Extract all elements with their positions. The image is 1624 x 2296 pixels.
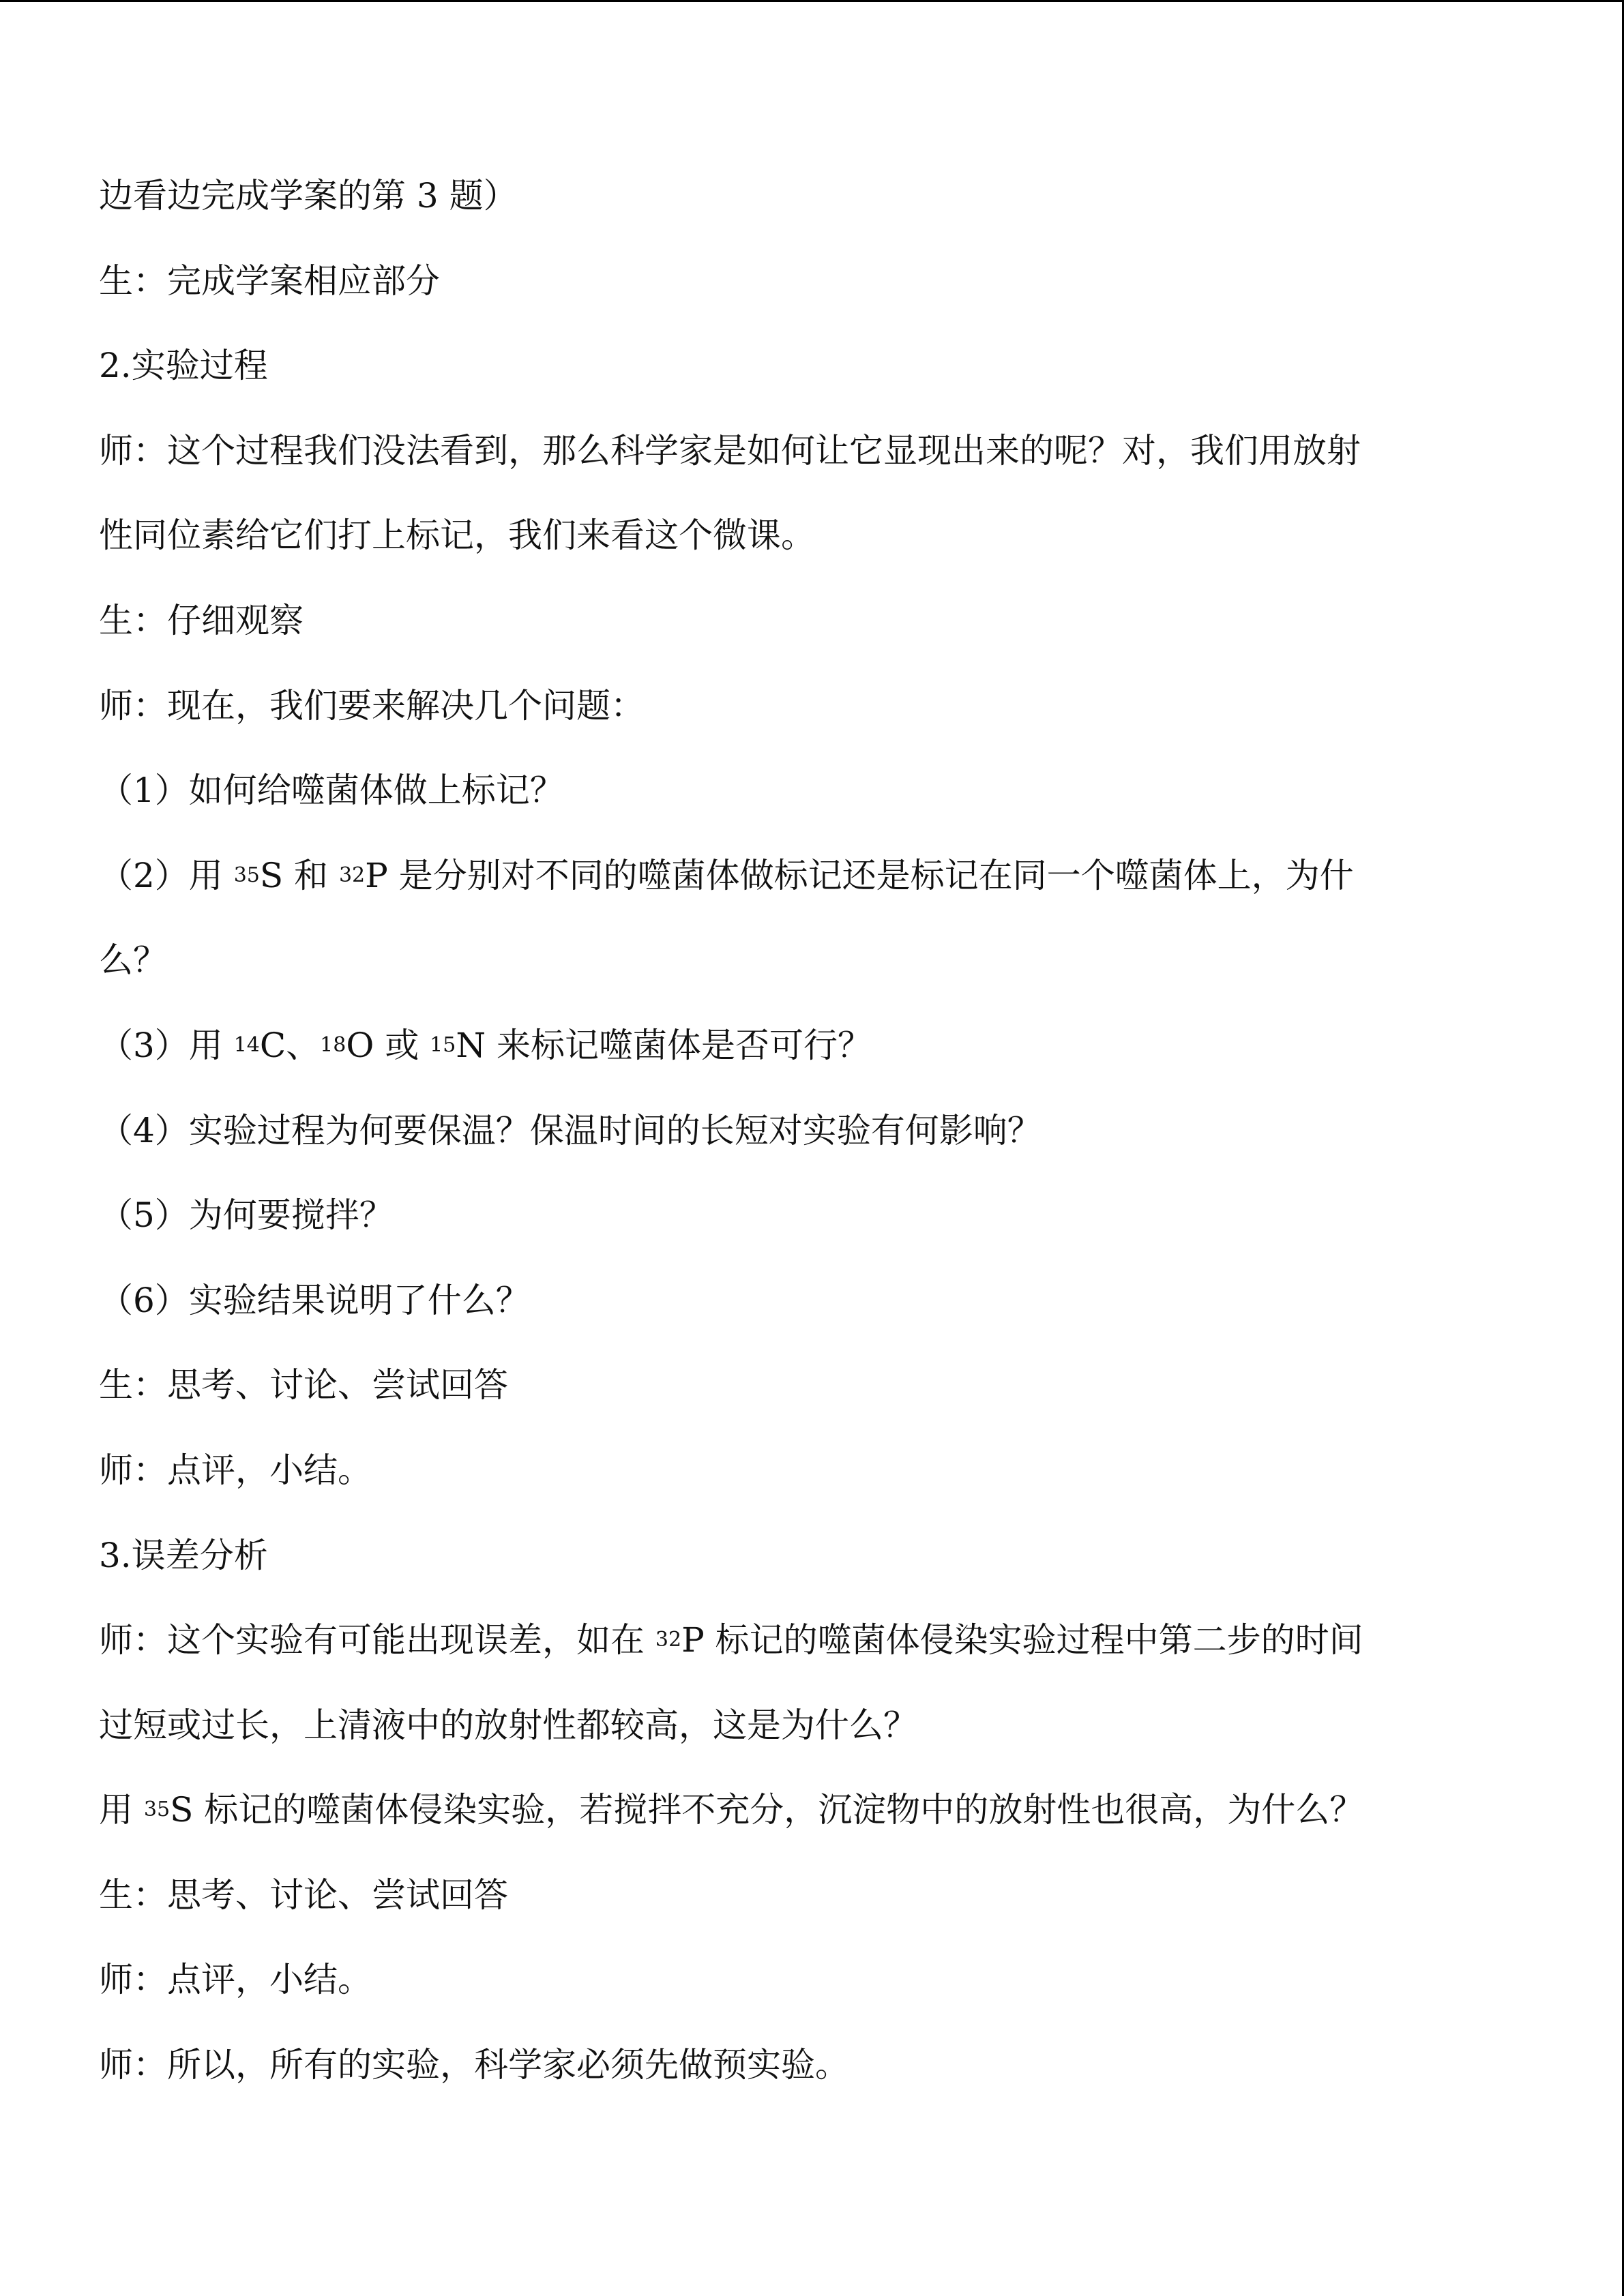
question-5: （5）为何要搅拌？ (99, 1195, 394, 1236)
question-1: （1）如何给噬菌体做上标记？ (99, 771, 564, 811)
text-line-4: 师：这个过程我们没法看到，那么科学家是如何让它显现出来的呢？对，我们用放射 (99, 430, 1361, 471)
text-line-15: 生：思考、讨论、尝试回答 (99, 1365, 508, 1405)
isotope-mass-number: 15 (430, 1032, 456, 1057)
isotope-mass-number: 18 (320, 1032, 346, 1057)
text-line-7: 师：现在，我们要来解决几个问题： (99, 685, 645, 726)
text-line-18: 师：这个实验有可能出现误差，如在 $^{32}$P 标记的噬菌体侵染实验过程中第二步的时间 (99, 1620, 1363, 1660)
isotope-mass-number: 32 (338, 863, 366, 887)
document-body (99, 153, 1518, 2108)
isotope-mass-number: 32 (655, 1628, 682, 1652)
isotope-mass-number: 35 (233, 863, 260, 887)
text-line-23: 师：所以，所有的实验，科学家必须先做预实验。 (99, 2045, 849, 2085)
text-line-19: 过短或过长，上清液中的放射性都较高，这是为什么？ (99, 1705, 917, 1745)
question-3: （3）用 $^{14}$C、$^{18}$O 或 $^{15}$N 来标记噬菌体是否可行？ (99, 1025, 872, 1065)
isotope-mass-number: 35 (143, 1798, 171, 1822)
text-line-21: 生：思考、讨论、尝试回答 (99, 1875, 508, 1915)
question-6: （6）实验结果说明了什么？ (99, 1280, 530, 1320)
section-heading-experiment-process: 2.实验过程 (99, 346, 268, 386)
text-line-6: 生：仔细观察 (99, 600, 304, 640)
text-line-16: 师：点评，小结。 (99, 1450, 372, 1490)
text-line-22: 师：点评，小结。 (99, 1960, 372, 2000)
text-line-5: 性同位素给它们打上标记，我们来看这个微课。 (99, 516, 815, 556)
text-line-2: 生：完成学案相应部分 (99, 260, 440, 301)
question-4: （4）实验过程为何要保温？保温时间的长短对实验有何影响？ (99, 1110, 1042, 1150)
question-2-continued: 么？ (99, 940, 167, 981)
text-line-1: 边看边完成学案的第 3 题） (99, 176, 518, 215)
isotope-mass-number: 14 (233, 1032, 260, 1057)
text-line-20: 用 $^{35}$S 标记的噬菌体侵染实验，若搅拌不充分，沉淀物中的放射性也很高，为什么？ (99, 1790, 1364, 1830)
section-heading-error-analysis: 3.误差分析 (99, 1535, 268, 1575)
question-2: （2）用 $^{35}$S 和 $^{32}$P 是分别对不同的噬菌体做标记还是标记在同一个噬菌体上，为什 (99, 855, 1354, 895)
